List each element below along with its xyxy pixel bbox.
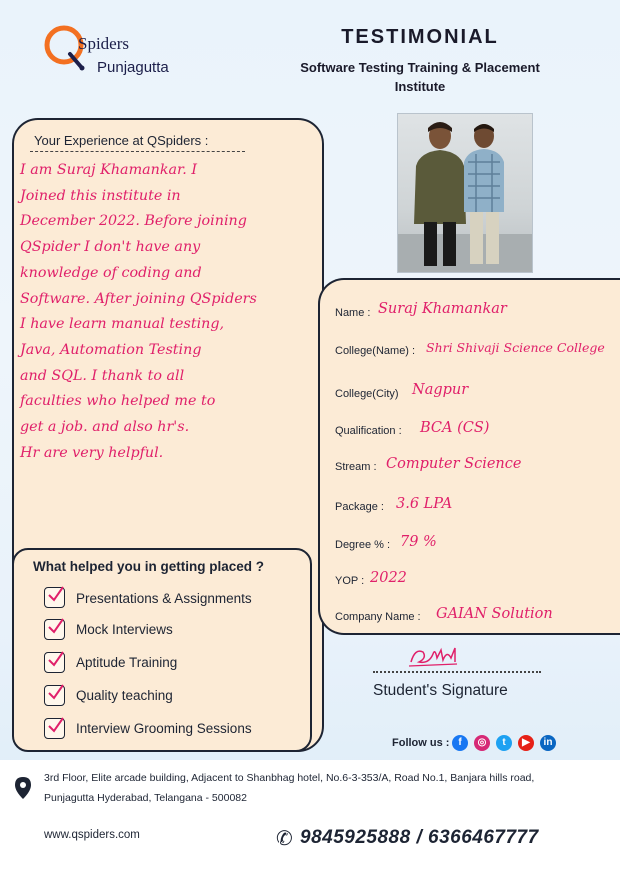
checkbox-checked [44, 685, 65, 706]
experience-line: get a job. and also hr's. [20, 419, 190, 436]
company-name-label: Company Name : [335, 611, 421, 623]
checkbox-checked [44, 587, 65, 608]
degree-value: 79 % [400, 534, 437, 550]
signature-caption: Student's Signature [373, 682, 508, 699]
linkedin-icon[interactable]: in [540, 735, 556, 751]
subtitle-line-1: Software Testing Training & Placement [300, 60, 540, 75]
qualification-value: BCA (CS) [420, 420, 490, 436]
facebook-icon[interactable]: f [452, 735, 468, 751]
twitter-icon[interactable]: t [496, 735, 512, 751]
experience-line: I am Suraj Khamankar. I [20, 162, 198, 178]
checkbox-checked [44, 619, 65, 640]
yop-label: YOP : [335, 575, 365, 587]
experience-heading-underline [30, 151, 245, 152]
yop-value: 2022 [370, 570, 407, 586]
help-item: Presentations & Assignments [76, 591, 252, 606]
experience-line: I have learn manual testing, [20, 316, 225, 333]
experience-heading: Your Experience at QSpiders : [34, 133, 209, 148]
help-item: Quality teaching [76, 688, 173, 703]
experience-line: Joined this institute in [20, 187, 181, 204]
check-icon [47, 684, 65, 702]
website-link[interactable]: www.qspiders.com [44, 829, 140, 841]
signature-line [373, 671, 541, 673]
instagram-icon[interactable]: ◎ [474, 735, 490, 751]
address-line-1: 3rd Floor, Elite arcade building, Adjacent to Shanbhag hotel, No.6-3-353/A, Road No.1, Banjara hills road, [44, 772, 535, 784]
experience-line: Software. After joining QSpiders [20, 290, 257, 307]
qualification-label: Qualification : [335, 425, 402, 437]
subtitle-line-2: Institute [394, 79, 446, 94]
experience-line: knowledge of coding and [20, 264, 202, 281]
experience-text [20, 158, 320, 466]
experience-line: and SQL. I thank to all [20, 367, 185, 384]
check-icon [47, 717, 65, 735]
student-signature-scribble [407, 644, 459, 670]
experience-line: faculties who helped me to [20, 393, 216, 410]
brand-name: Spiders [78, 34, 129, 53]
student-photo-illustration [398, 114, 532, 272]
student-photo [397, 113, 533, 273]
page-subtitle [250, 58, 590, 96]
check-icon [47, 651, 65, 669]
phone-icon: ✆ [276, 828, 293, 850]
package-label: Package : [335, 501, 384, 513]
college-name-label: College(Name) : [335, 345, 416, 357]
experience-line: QSpider I don't have any [20, 239, 201, 256]
college-city-label: College(City) [335, 388, 399, 400]
degree-label: Degree % : [335, 539, 391, 551]
company-name-value: GAIAN Solution [436, 606, 553, 622]
help-item: Aptitude Training [76, 655, 178, 670]
branch-name: Punjagutta [97, 59, 169, 76]
stream-label: Stream : [335, 461, 377, 473]
youtube-icon[interactable]: ▶ [518, 735, 534, 751]
address-line-2: Punjagutta Hyderabad, Telangana - 500082 [44, 792, 247, 804]
placement-help-title: What helped you in getting placed ? [33, 559, 265, 574]
phone-numbers[interactable]: 9845925888 / 6366467777 [300, 827, 539, 848]
check-icon [47, 618, 65, 636]
checkbox-checked [44, 652, 65, 673]
name-label: Name : [335, 307, 371, 319]
help-item: Mock Interviews [76, 622, 173, 637]
page-title: TESTIMONIAL [341, 26, 499, 48]
college-name-value: Shri Shivaji Science College [426, 340, 605, 355]
experience-line: Hr are very helpful. [20, 444, 164, 461]
experience-line: December 2022. Before joining [20, 213, 247, 230]
package-value: 3.6 LPA [396, 496, 453, 512]
college-city-value: Nagpur [412, 382, 469, 398]
name-value: Suraj Khamankar [378, 301, 507, 317]
help-item: Interview Grooming Sessions [76, 721, 252, 736]
stream-value: Computer Science [386, 456, 522, 472]
check-icon [47, 586, 65, 604]
location-pin-icon [14, 776, 32, 800]
follow-us-label: Follow us : [392, 737, 450, 749]
experience-line: Java, Automation Testing [20, 341, 202, 358]
checkbox-checked [44, 718, 65, 739]
